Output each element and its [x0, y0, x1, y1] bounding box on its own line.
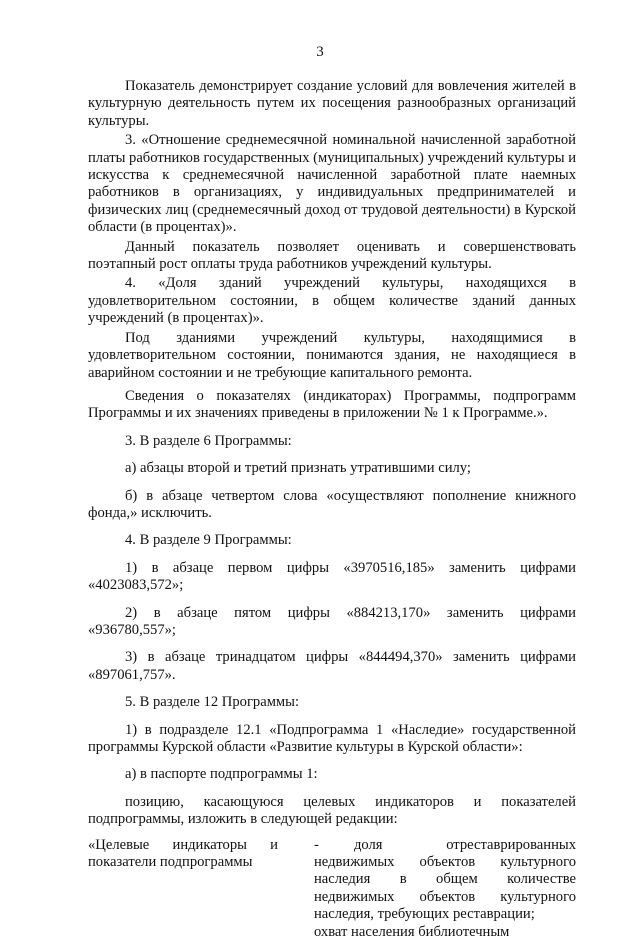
paragraph: Под зданиями учреждений культуры, находящимися в удовлетворительном состоянии, понимаются здания, не находящиеся в аварийном состоянии и не требующие капитального ремонта.	[88, 329, 576, 381]
paragraph: 3) в абзаце тринадцатом цифры «844494,370» заменить цифрами «897061,757».	[88, 649, 576, 683]
table-item-text: доля отреставрированных недвижимых объектов культурного наследия в общем количестве недвижимых объектов культурного наследия, требующих реставрации;	[314, 836, 576, 923]
paragraph: Данный показатель позволяет оценивать и совершенствовать поэтапный рост оплаты труда работников учреждений культуры.	[88, 238, 576, 273]
paragraph: 1) в абзаце первом цифры «3970516,185» заменить цифрами «4023083,572»;	[88, 559, 576, 594]
table-item: охват населения библиотечным	[314, 923, 510, 940]
dash-marker: -	[314, 836, 319, 853]
table-right-cell	[314, 837, 576, 941]
indicators-table	[88, 837, 576, 941]
paragraph: 1) в подразделе 12.1 «Подпрограмма 1 «Наследие» государственной программы Курской области «Развитие культуры в Курской области»:	[88, 721, 576, 755]
paragraph: 2) в абзаце пятом цифры «884213,170» заменить цифрами «936780,557»;	[88, 604, 576, 638]
paragraph: Сведения о показателях (индикаторах) Программы, подпрограмм Программы и их значениях приведены в приложении № 1 к Программе.».	[88, 387, 576, 422]
paragraph: б) в абзаце четвертом слова «осуществляют пополнение книжного фонда,» исключить.	[88, 487, 576, 521]
paragraph: позицию, касающуюся целевых индикаторов и показателей подпрограммы, изложить в следующей редакции:	[88, 793, 576, 828]
paragraph: 3. В разделе 6 Программы:	[125, 432, 292, 449]
document-body	[88, 78, 576, 941]
paragraph: а) в паспорте подпрограммы 1:	[125, 766, 318, 783]
paragraph: 3. «Отношение среднемесячной номинальной начисленной заработной платы работников государственных (муниципальных) учреждений культуры и искусства к среднемесячной начисленной заработной плате наемных работников в организациях, у индивидуальных предпринимателей и физических лиц (среднемесячный доход от трудовой деятельности) в Курской области (в процентах)».	[88, 132, 577, 236]
paragraph: 4. В разделе 9 Программы:	[125, 532, 292, 549]
paragraph: 5. В разделе 12 Программы:	[125, 694, 300, 711]
paragraph: Показатель демонстрирует создание условий для вовлечения жителей в культурную деятельность путем их посещения разнообразных организаций культуры.	[88, 78, 576, 129]
table-left-cell: «Целевые индикаторы и показатели подпрограммы	[88, 836, 278, 871]
paragraph: а) абзацы второй и третий признать утратившими силу;	[125, 460, 471, 477]
table-item	[314, 837, 576, 924]
page-number: 3	[316, 44, 324, 60]
paragraph: 4. «Доля зданий учреждений культуры, находящихся в удовлетворительном состоянии, в общем количестве зданий данных учреждений (в процентах)».	[88, 275, 576, 327]
